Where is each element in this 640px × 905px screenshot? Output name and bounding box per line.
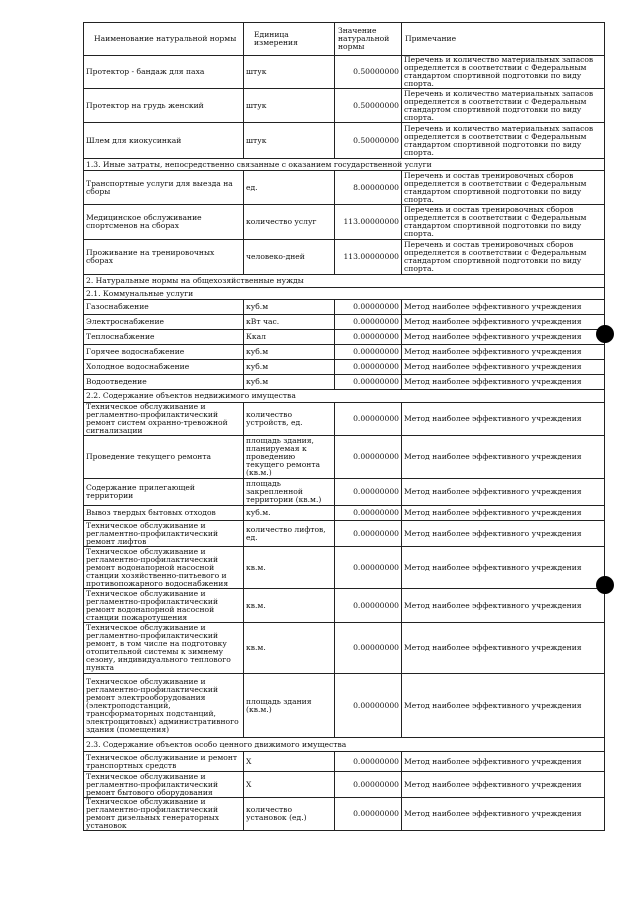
norm-unit: кв.м. xyxy=(244,623,335,674)
norm-value: 0.00000000 xyxy=(335,403,402,436)
norm-name: Техническое обслуживание и регламентно-профилактический ремонт бытового оборудования xyxy=(84,772,244,798)
norm-note: Метод наиболее эффективного учреждения xyxy=(402,479,605,506)
table-row xyxy=(84,300,605,315)
norm-value: 0.00000000 xyxy=(335,360,402,375)
norm-note: Метод наиболее эффективного учреждения xyxy=(402,772,605,798)
norm-note: Метод наиболее эффективного учреждения xyxy=(402,360,605,375)
norm-unit: куб.м xyxy=(244,300,335,315)
norm-name: Теплоснабжение xyxy=(84,330,244,345)
norm-value: 0.50000000 xyxy=(335,56,402,89)
norm-unit: куб.м xyxy=(244,345,335,360)
table-row xyxy=(84,360,605,375)
section-title: 2.1. Коммунальные услуги xyxy=(84,288,605,300)
norm-name: Техническое обслуживание и регламентно-профилактический ремонт дизельных генераторных установок xyxy=(84,798,244,831)
norm-value: 0.00000000 xyxy=(335,330,402,345)
norm-name: Электроснабжение xyxy=(84,315,244,330)
table-row xyxy=(84,89,605,123)
table-row xyxy=(84,521,605,547)
header-unit: Единица измерения xyxy=(244,23,335,56)
table-row xyxy=(84,547,605,589)
norm-unit: кв.м. xyxy=(244,589,335,623)
norm-value: 0.00000000 xyxy=(335,772,402,798)
section-title: 2. Натуральные нормы на общехозяйственные нужды xyxy=(84,275,605,288)
norm-value: 0.00000000 xyxy=(335,436,402,479)
norm-note: Метод наиболее эффективного учреждения xyxy=(402,521,605,547)
norm-note: Метод наиболее эффективного учреждения xyxy=(402,752,605,772)
norm-note: Перечень и количество материальных запасов определяется в соответствии с Федеральным стандартом спортивной подготовки по виду спорта. xyxy=(402,89,605,123)
section-row xyxy=(84,390,605,403)
norm-unit: количество лифтов, ед. xyxy=(244,521,335,547)
norm-unit: штук xyxy=(244,123,335,159)
norm-note: Метод наиболее эффективного учреждения xyxy=(402,798,605,831)
section-title: 2.2. Содержание объектов недвижимого имущества xyxy=(84,390,605,403)
table-row xyxy=(84,56,605,89)
header-name: Наименование натуральной нормы xyxy=(84,23,244,56)
norm-unit: человеко-дней xyxy=(244,240,335,275)
norm-unit: площадь здания, планируемая к проведению текущего ремонта (кв.м.) xyxy=(244,436,335,479)
norm-value: 0.00000000 xyxy=(335,345,402,360)
norm-value: 113.00000000 xyxy=(335,240,402,275)
norm-value: 0.00000000 xyxy=(335,674,402,738)
norm-unit: площадь здания (кв.м.) xyxy=(244,674,335,738)
norm-note: Метод наиболее эффективного учреждения xyxy=(402,345,605,360)
norm-note: Метод наиболее эффективного учреждения xyxy=(402,623,605,674)
norm-unit: площадь закрепленной территории (кв.м.) xyxy=(244,479,335,506)
punch-hole-mark xyxy=(596,576,614,594)
section-title: 1.3. Иные затраты, непосредственно связанные с оказанием государственной услуги xyxy=(84,159,605,171)
norm-value: 0.00000000 xyxy=(335,375,402,390)
norm-value: 0.00000000 xyxy=(335,300,402,315)
norm-note: Перечень и состав тренировочных сборов определяется в соответствии с Федеральным стандартом спортивной подготовки по виду спорта. xyxy=(402,240,605,275)
norm-name: Техническое обслуживание и регламентно-профилактический ремонт, в том числе на подготовку отопительной системы к зимнему сезону, индивидуального теплового пункта xyxy=(84,623,244,674)
header-note: Примечание xyxy=(402,23,605,56)
norm-name: Техническое обслуживание и регламентно-профилактический ремонт электрооборудования (электроподстанций, трансформаторных подстанций, электрощитовых) административного здания (помещения) xyxy=(84,674,244,738)
norm-note: Метод наиболее эффективного учреждения xyxy=(402,315,605,330)
norm-note: Перечень и состав тренировочных сборов определяется в соответствии с Федеральным стандартом спортивной подготовки по виду спорта. xyxy=(402,205,605,240)
norm-unit: кВт час. xyxy=(244,315,335,330)
norm-name: Техническое обслуживание и регламентно-профилактический ремонт систем охранно-тревожной сигнализации xyxy=(84,403,244,436)
norm-name: Горячее водоснабжение xyxy=(84,345,244,360)
norm-note: Метод наиболее эффективного учреждения xyxy=(402,506,605,521)
norm-unit: Х xyxy=(244,772,335,798)
norm-note: Метод наиболее эффективного учреждения xyxy=(402,674,605,738)
table-header-row xyxy=(84,23,605,56)
norm-name: Содержание прилегающей территории xyxy=(84,479,244,506)
table-row xyxy=(84,589,605,623)
norm-value: 0.00000000 xyxy=(335,506,402,521)
table-body xyxy=(84,56,605,831)
table-row xyxy=(84,171,605,205)
table-row xyxy=(84,674,605,738)
norm-name: Протектор - бандаж для паха xyxy=(84,56,244,89)
natural-norms-table xyxy=(83,22,605,831)
norm-value: 0.00000000 xyxy=(335,752,402,772)
norm-name: Техническое обслуживание и регламентно-профилактический ремонт водонапорной насосной станции хозяйственно-питьевого и противопожарного водоснабжения xyxy=(84,547,244,589)
norm-name: Водоотведение xyxy=(84,375,244,390)
norm-value: 0.00000000 xyxy=(335,479,402,506)
norm-note: Метод наиболее эффективного учреждения xyxy=(402,300,605,315)
table-row xyxy=(84,798,605,831)
header-value: Значение натуральной нормы xyxy=(335,23,402,56)
norm-note: Перечень и количество материальных запасов определяется в соответствии с Федеральным стандартом спортивной подготовки по виду спорта. xyxy=(402,123,605,159)
norm-note: Метод наиболее эффективного учреждения xyxy=(402,547,605,589)
section-title: 2.3. Содержание объектов особо ценного движимого имущества xyxy=(84,738,605,752)
norm-note: Метод наиболее эффективного учреждения xyxy=(402,589,605,623)
table-row xyxy=(84,752,605,772)
norm-unit: количество установок (ед.) xyxy=(244,798,335,831)
norm-name: Техническое обслуживание и ремонт транспортных средств xyxy=(84,752,244,772)
norm-note: Метод наиболее эффективного учреждения xyxy=(402,436,605,479)
norm-note: Перечень и количество материальных запасов определяется в соответствии с Федеральным стандартом спортивной подготовки по виду спорта. xyxy=(402,56,605,89)
norm-name: Проживание на тренировочных сборах xyxy=(84,240,244,275)
section-row xyxy=(84,275,605,288)
table-row xyxy=(84,205,605,240)
table-row xyxy=(84,315,605,330)
norm-unit: кв.м. xyxy=(244,547,335,589)
table-row xyxy=(84,506,605,521)
section-row xyxy=(84,738,605,752)
norm-value: 8.00000000 xyxy=(335,171,402,205)
norm-name: Транспортные услуги для выезда на сборы xyxy=(84,171,244,205)
norm-name: Вывоз твердых бытовых отходов xyxy=(84,506,244,521)
norm-note: Перечень и состав тренировочных сборов определяется в соответствии с Федеральным стандартом спортивной подготовки по виду спорта. xyxy=(402,171,605,205)
norm-name: Проведение текущего ремонта xyxy=(84,436,244,479)
norm-note: Метод наиболее эффективного учреждения xyxy=(402,330,605,345)
table-row xyxy=(84,123,605,159)
table-row xyxy=(84,345,605,360)
table-row xyxy=(84,623,605,674)
norm-value: 0.00000000 xyxy=(335,798,402,831)
table-row xyxy=(84,240,605,275)
norm-unit: количество устройств, ед. xyxy=(244,403,335,436)
norm-note: Метод наиболее эффективного учреждения xyxy=(402,375,605,390)
norm-value: 113.00000000 xyxy=(335,205,402,240)
norm-unit: куб.м xyxy=(244,360,335,375)
norm-unit: ед. xyxy=(244,171,335,205)
punch-hole-mark xyxy=(596,325,614,343)
norm-value: 0.00000000 xyxy=(335,521,402,547)
table-row xyxy=(84,375,605,390)
norm-value: 0.50000000 xyxy=(335,89,402,123)
norm-name: Холодное водоснабжение xyxy=(84,360,244,375)
norm-value: 0.00000000 xyxy=(335,547,402,589)
norm-unit: штук xyxy=(244,89,335,123)
norm-name: Газоснабжение xyxy=(84,300,244,315)
norm-value: 0.50000000 xyxy=(335,123,402,159)
norm-unit: Х xyxy=(244,752,335,772)
section-row xyxy=(84,159,605,171)
table-row xyxy=(84,403,605,436)
norm-unit: куб.м. xyxy=(244,506,335,521)
norm-name: Медицинское обслуживание спортсменов на сборах xyxy=(84,205,244,240)
norm-name: Шлем для киокусинкай xyxy=(84,123,244,159)
table-row xyxy=(84,772,605,798)
norm-unit: штук xyxy=(244,56,335,89)
norm-name: Протектор на грудь женский xyxy=(84,89,244,123)
norm-note: Метод наиболее эффективного учреждения xyxy=(402,403,605,436)
norm-value: 0.00000000 xyxy=(335,315,402,330)
norm-unit: куб.м xyxy=(244,375,335,390)
norm-name: Техническое обслуживание и регламентно-профилактический ремонт лифтов xyxy=(84,521,244,547)
norm-unit: Ккал xyxy=(244,330,335,345)
norm-unit: количество услуг xyxy=(244,205,335,240)
table-row xyxy=(84,436,605,479)
norm-value: 0.00000000 xyxy=(335,589,402,623)
table-row xyxy=(84,479,605,506)
section-row xyxy=(84,288,605,300)
norm-name: Техническое обслуживание и регламентно-профилактический ремонт водонапорной насосной станции пожаротушения xyxy=(84,589,244,623)
table-row xyxy=(84,330,605,345)
norm-value: 0.00000000 xyxy=(335,623,402,674)
